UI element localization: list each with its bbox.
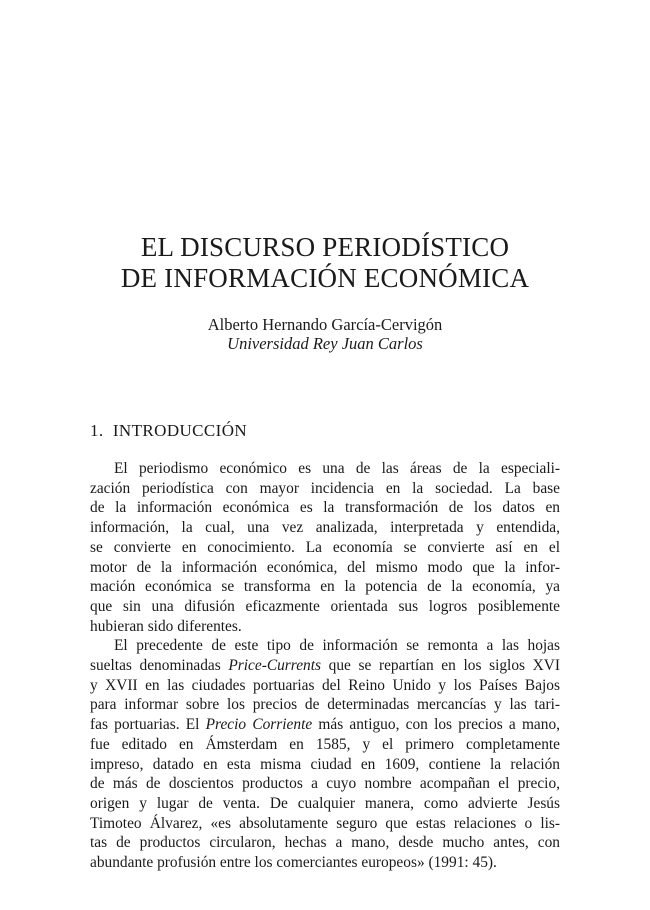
paper-title-line-1: EL DISCURSO PERIODÍSTICO: [140, 232, 510, 262]
text-line: origen y lugar de venta. De cualquier manera, como advierte Jesús: [90, 794, 560, 812]
text-line: tas de productos circularon, hechas a mano, desde mucho antes, con: [90, 834, 560, 852]
text-line: fas portuarias. El Precio Corriente más antiguo, con los precios a mano,: [90, 716, 560, 734]
text-line: motor de la información económica, del mismo modo que la infor-: [90, 558, 560, 576]
text-line: El precedente de este tipo de información se remonta a las hojas: [114, 637, 560, 655]
price-currents-term: Price-Currents: [228, 657, 322, 675]
text-line: y XVII en las ciudades portuarias del Reino Unido y los Países Bajos: [90, 676, 560, 694]
text-line: de la información económica es la transformación de los datos en: [90, 499, 560, 517]
section-number: 1.: [90, 421, 104, 440]
text-line: mación económica se transforma en la potencia de la economía, ya: [90, 578, 560, 596]
text-line: hubieran sido diferentes.: [90, 617, 242, 635]
text-line: Timoteo Álvarez, «es absolutamente seguro que estas relaciones o lis-: [90, 814, 560, 832]
text-line: que sin una difusión eficazmente orientada sus logros posiblemente: [90, 597, 560, 615]
paragraph-1: [90, 459, 560, 636]
author-affiliation: Universidad Rey Juan Carlos: [227, 334, 423, 353]
author-name: Alberto Hernando García-Cervigón: [207, 315, 443, 334]
text-line: impreso, datado en esta misma ciudad en 1609, contiene la relación: [90, 755, 560, 773]
text-line: de más de doscientos productos a cuyo nombre acompañan el precio,: [90, 775, 560, 793]
text-line: información, la cual, una vez analizada, interpretada y entendida,: [90, 519, 560, 537]
text-line: abundante profusión entre los comerciantes europeos» (1991: 45).: [90, 854, 497, 872]
precio-corriente-term: Precio Corriente: [205, 716, 313, 734]
text-line: El periodismo económico es una de las áreas de la especiali-: [114, 460, 560, 477]
section-title: INTRODUCCIÓN: [112, 421, 248, 440]
text-line: para informar sobre los precios de determinadas mercancías y las tari-: [90, 696, 560, 714]
text-line: se convierte en conocimiento. La economía se convierte así en el: [90, 538, 560, 556]
body-text: [90, 459, 560, 873]
paper-title: [0, 232, 650, 294]
text-line: zación periodística con mayor incidencia en la sociedad. La base: [90, 479, 560, 497]
text-line: fue editado en Ámsterdam en 1585, y el primero completamente: [90, 735, 560, 753]
paragraph-2: [90, 636, 560, 872]
section-heading: [90, 420, 247, 442]
text-line: sueltas denominadas Price-Currents que se repartían en los siglos XVI: [90, 657, 560, 675]
paper-title-line-2: DE INFORMACIÓN ECONÓMICA: [120, 263, 530, 293]
